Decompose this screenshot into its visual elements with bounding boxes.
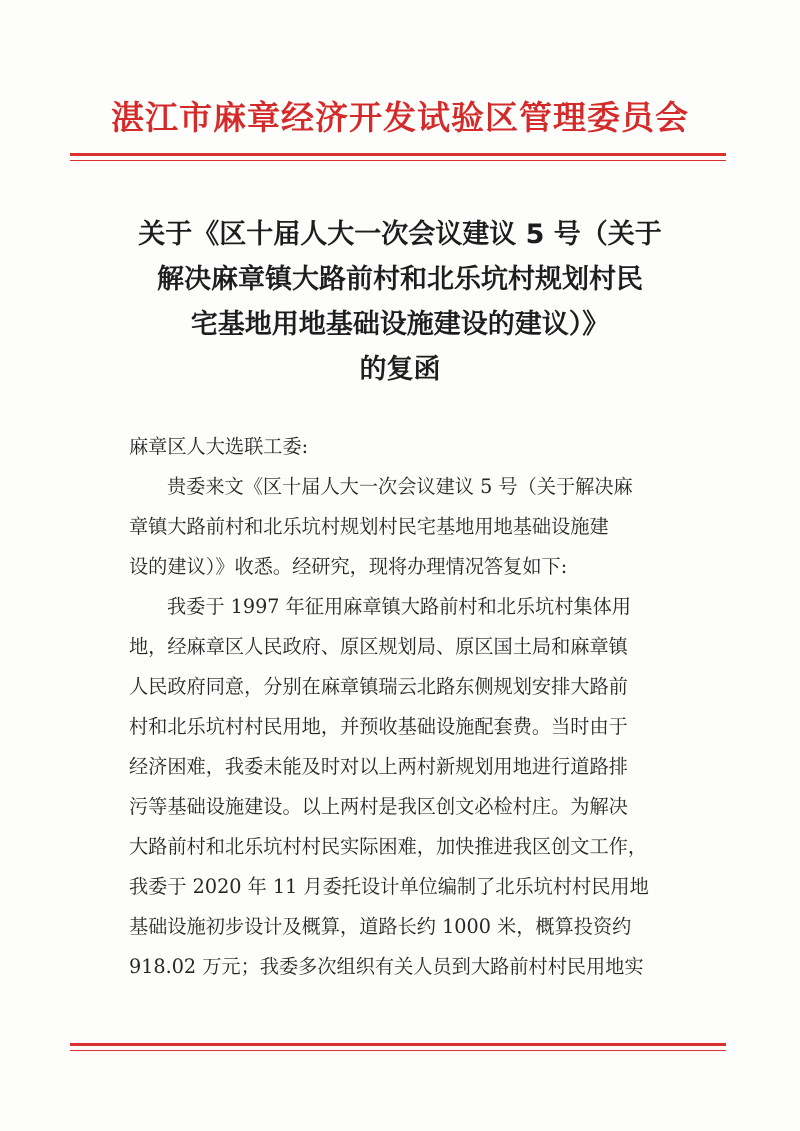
body-line: 我委于 1997 年征用麻章镇大路前村和北乐坑村集体用 <box>167 595 631 618</box>
salutation: 麻章区人大选联工委: <box>129 435 309 458</box>
body-line: 设的建议）》收悉。经研究，现将办理情况答复如下: <box>129 555 568 578</box>
body-line: 章镇大路前村和北乐坑村规划村民宅基地用地基础设施建 <box>129 515 609 538</box>
body-line: 地，经麻章区人民政府、原区规划局、原区国土局和麻章镇 <box>129 635 628 658</box>
organization-header: 湛江市麻章经济开发试验区管理委员会 <box>111 98 689 137</box>
body-line: 污等基础设施建设。以上两村是我区创文必检村庄。为解决 <box>129 795 628 818</box>
body-line: 918.02 万元；我委多次组织有关人员到大路前村村民用地实 <box>129 955 644 978</box>
title-line: 解决麻章镇大路前村和北乐坑村规划村民 <box>157 264 643 295</box>
title-line: 宅基地用地基础设施建设的建议）》 <box>190 309 610 340</box>
body-line: 经济困难，我委未能及时对以上两村新规划用地进行道路排 <box>129 755 628 778</box>
footer-rule-thick <box>70 1043 726 1046</box>
body-line: 贵委来文《区十届人大一次会议建议 5 号（关于解决麻 <box>167 475 633 498</box>
body-line: 基础设施初步设计及概算，道路长约 1000 米，概算投资约 <box>129 915 632 938</box>
body-line: 大路前村和北乐坑村村民实际困难，加快推进我区创文工作， <box>129 835 648 858</box>
letter-body <box>129 427 681 987</box>
document-title <box>80 212 720 392</box>
footer-rule-thin <box>70 1050 726 1051</box>
title-line: 的复函 <box>359 354 441 385</box>
header-rule-thin <box>70 160 726 161</box>
header-rule-thick <box>70 153 726 156</box>
body-line: 人民政府同意，分别在麻章镇瑞云北路东侧规划安排大路前 <box>129 675 628 698</box>
body-line: 村和北乐坑村村民用地，并预收基础设施配套费。当时由于 <box>129 715 628 738</box>
body-line: 我委于 2020 年 11 月委托设计单位编制了北乐坑村村民用地 <box>129 875 649 898</box>
title-line: 关于《区十届人大一次会议建议 5 号（关于 <box>138 219 662 250</box>
